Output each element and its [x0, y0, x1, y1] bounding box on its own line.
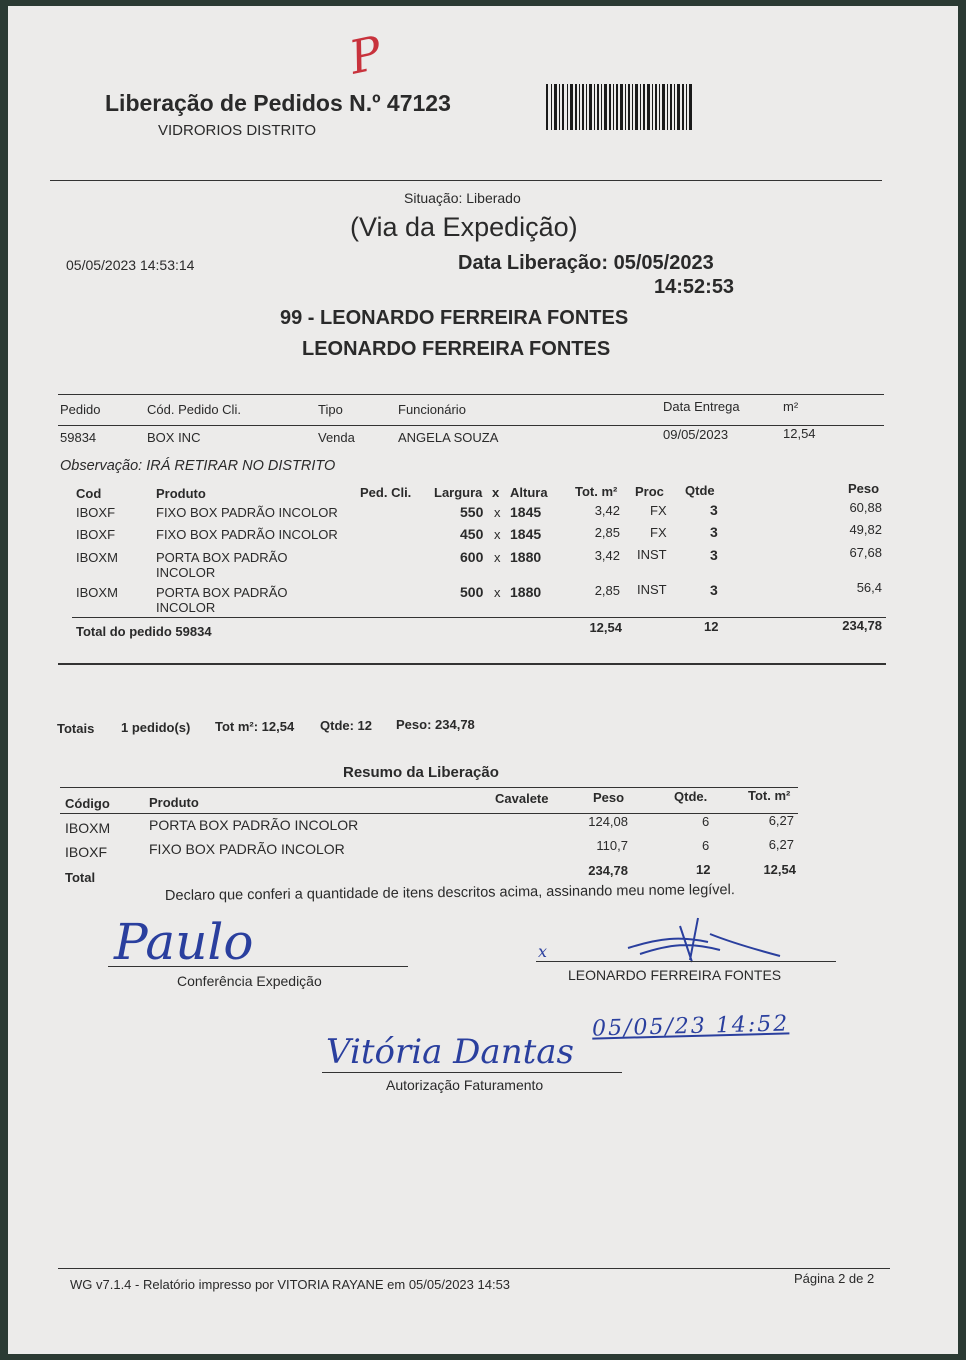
items-col-tot-m2: Tot. m²: [575, 484, 618, 499]
item-product: PORTA BOX PADRÃO: [156, 550, 288, 565]
item-code: IBOXM: [76, 550, 118, 565]
summary-code: IBOXF: [65, 844, 108, 860]
summary-code: IBOXM: [65, 820, 111, 836]
order-number: 59834: [60, 430, 97, 445]
order-total-label: Total do pedido 59834: [76, 624, 212, 639]
summary-area: 6,27: [768, 837, 794, 852]
item-weight: 67,68: [849, 545, 882, 560]
barcode-icon: [546, 84, 694, 130]
copy-label: (Via da Expedição): [350, 212, 578, 242]
item-weight: 49,82: [849, 522, 882, 537]
item-weight: 60,88: [849, 500, 882, 515]
billing-signature: Vitória Dantas: [326, 1032, 574, 1072]
col-funcionario: Funcionário: [398, 402, 466, 417]
order-type: Venda: [318, 430, 355, 445]
col-pedido: Pedido: [60, 402, 101, 417]
item-quantity: 3: [710, 547, 718, 563]
summary-total-quantity: 12: [696, 862, 711, 877]
order-total-area: 12,54: [589, 620, 622, 635]
items-col-produto: Produto: [156, 486, 206, 501]
item-area: 3,42: [594, 548, 620, 563]
item-product: PORTA BOX PADRÃO: [156, 585, 288, 600]
summary-col-produto: Produto: [149, 795, 199, 810]
item-code: IBOXM: [76, 585, 118, 600]
employee-name: ANGELA SOUZA: [398, 430, 499, 445]
conference-signature: Paulo: [114, 913, 254, 971]
items-col-x: x: [492, 485, 500, 500]
footer-print-info: WG v7.1.4 - Relatório impresso por VITORIA RAYANE em 05/05/2023 14:53: [70, 1277, 511, 1292]
item-height: 1845: [510, 504, 542, 520]
item-height: 1880: [510, 584, 542, 600]
col-data-entrega: Data Entrega: [663, 399, 740, 414]
order-table-header-rule: [58, 425, 884, 426]
totals-quantity: Qtde: 12: [320, 718, 373, 733]
item-process: FX: [650, 503, 667, 518]
item-area: 3,42: [594, 503, 620, 518]
red-mark: P: [344, 25, 387, 85]
col-tipo: Tipo: [318, 402, 343, 417]
summary-product: FIXO BOX PADRÃO INCOLOR: [149, 841, 345, 857]
header-divider: [50, 180, 882, 181]
item-process: INST: [637, 582, 667, 597]
items-col-largura: Largura: [434, 485, 483, 500]
item-height: 1880: [510, 549, 542, 565]
summary-area: 6,27: [768, 813, 794, 828]
summary-top-rule: [60, 787, 798, 788]
items-col-ped-cli: Ped. Cli.: [360, 485, 412, 500]
summary-weight: 110,7: [596, 838, 628, 853]
status-text: Situação: Liberado: [404, 190, 521, 206]
summary-col-qtde: Qtde.: [674, 789, 708, 804]
item-height: 1845: [510, 526, 542, 542]
client-order-code: BOX INC: [147, 430, 201, 445]
client-name-line2: LEONARDO FERREIRA FONTES: [302, 338, 611, 360]
item-width: 500: [460, 584, 484, 600]
order-table-top-rule: [58, 394, 884, 395]
conference-signature-line: [108, 966, 408, 967]
item-process: INST: [637, 547, 667, 562]
summary-header-rule: [60, 813, 798, 814]
items-col-proc: Proc: [635, 484, 664, 499]
summary-total-area: 12,54: [763, 862, 796, 877]
item-x: x: [494, 527, 501, 542]
item-code: IBOXF: [76, 527, 116, 542]
item-quantity: 3: [710, 524, 718, 540]
order-area-m2: 12,54: [783, 426, 816, 441]
conference-label: Conferência Expedição: [177, 973, 322, 989]
declaration-text: Declaro que conferi a quantidade de itens descritos acima, assinando meu nome legível.: [164, 882, 735, 904]
page-number: Página 2 de 2: [794, 1271, 875, 1286]
totals-weight: Peso: 234,78: [396, 717, 475, 732]
handwritten-date: 05/05/23 14:52: [591, 1011, 790, 1042]
items-col-peso: Peso: [848, 481, 880, 496]
summary-weight: 124,08: [588, 814, 628, 829]
summary-title: Resumo da Liberação: [343, 764, 499, 781]
client-signature-line: [536, 961, 836, 962]
order-total-weight: 234,78: [842, 618, 882, 633]
item-width: 600: [460, 549, 484, 565]
item-width: 450: [460, 526, 484, 542]
items-total-rule: [72, 617, 886, 618]
document-title: Liberação de Pedidos N.º 47123: [105, 90, 451, 116]
order-observation: Observação: IRÁ RETIRAR NO DISTRITO: [60, 458, 336, 474]
item-x: x: [494, 550, 501, 565]
document-page: [8, 6, 958, 1354]
items-bottom-rule: [58, 663, 886, 665]
items-col-cod: Cod: [76, 486, 102, 501]
summary-col-cavalete: Cavalete: [495, 791, 549, 806]
summary-col-tot-m2: Tot. m²: [748, 788, 791, 803]
summary-total-label: Total: [65, 870, 96, 885]
item-width: 550: [460, 504, 484, 520]
release-time: 14:52:53: [654, 276, 735, 298]
summary-col-peso: Peso: [593, 790, 625, 805]
billing-signature-line: [322, 1072, 622, 1073]
print-timestamp: 05/05/2023 14:53:14: [66, 257, 195, 273]
company-name: VIDRORIOS DISTRITO: [158, 122, 317, 139]
summary-total-weight: 234,78: [588, 863, 628, 878]
item-x: x: [494, 585, 501, 600]
item-product-line2: INCOLOR: [156, 600, 216, 615]
totals-orders: 1 pedido(s): [121, 720, 191, 735]
item-area: 2,85: [594, 525, 620, 540]
client-signature: [620, 912, 800, 966]
client-signature-label: LEONARDO FERREIRA FONTES: [568, 967, 782, 983]
release-date: Data Liberação: 05/05/2023: [458, 252, 714, 274]
item-quantity: 3: [710, 502, 718, 518]
item-quantity: 3: [710, 582, 718, 598]
totals-area: Tot m²: 12,54: [215, 719, 295, 734]
item-product: FIXO BOX PADRÃO INCOLOR: [156, 505, 338, 520]
item-product: FIXO BOX PADRÃO INCOLOR: [156, 527, 338, 542]
summary-quantity: 6: [702, 814, 710, 829]
item-weight: 56,4: [856, 580, 882, 595]
billing-label: Autorização Faturamento: [386, 1077, 544, 1093]
item-product-line2: INCOLOR: [156, 565, 216, 580]
item-x: x: [494, 505, 501, 520]
col-cod-pedido-cli: Cód. Pedido Cli.: [147, 402, 241, 417]
summary-product: PORTA BOX PADRÃO INCOLOR: [149, 817, 359, 833]
item-code: IBOXF: [76, 505, 116, 520]
order-total-quantity: 12: [704, 619, 719, 634]
client-mark: x: [538, 942, 548, 961]
items-col-altura: Altura: [510, 485, 548, 500]
item-area: 2,85: [594, 583, 620, 598]
items-col-qtde: Qtde: [685, 483, 715, 498]
item-process: FX: [650, 525, 667, 540]
client-name-line1: 99 - LEONARDO FERREIRA FONTES: [280, 307, 629, 329]
totals-label: Totais: [57, 721, 95, 736]
delivery-date: 09/05/2023: [663, 427, 729, 442]
summary-col-codigo: Código: [65, 796, 110, 811]
col-m2: m²: [783, 399, 799, 414]
summary-quantity: 6: [702, 838, 710, 853]
footer-rule: [58, 1268, 890, 1269]
